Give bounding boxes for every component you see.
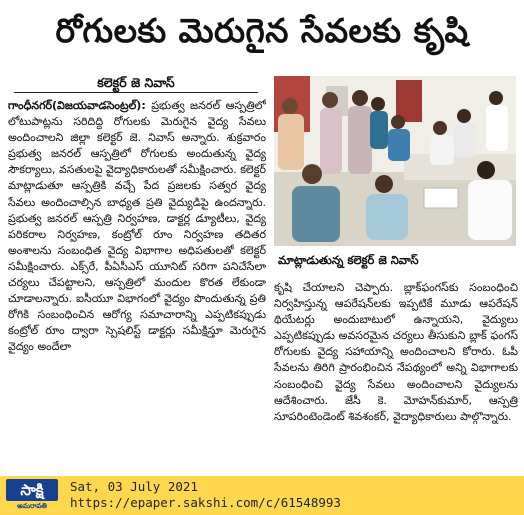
byline-text: కలెక్టర్ జె నివాస్ <box>97 75 175 90</box>
headline: రోగులకు మెరుగైన సేవలకు కృషి <box>55 11 469 50</box>
photo-caption: మాట్లాడుతున్న కలెక్టర్ జె నివాస్ <box>278 253 419 267</box>
right-body-text: కృషి చేయాలని చెప్పారు. బ్లాక్‌ఫంగస్‌కు సంబంధించి నిర్వహిస్తున్న ఆపరేషన్‌లకు ఇప్పటికే మూడు ఆపరేషన్ థియేటర్లు అందుబాటులో ఉన్నాయని, వైద్యులు ఎప్పటికప్పుడు అవసరమైన చర్యలు తీసుకుని బ్లాక్ ఫంగస్ రోగులకు వైద్య సహాయాన్ని అందించాలని కోరారు. ఓపీ సేవలను తిరిగి ప్రారంభించిన నేపథ్యంలో అన్ని విభాగాలకు సంబంధించి వైద్య సేవలు అందించాలని వైద్యులను ఆదేశించారు. జేసీ కె. మోహన్‌కుమార్, ఆస్పత్రి సూపరింటెండెంట్ శివశంకర్, వైద్యాధికారులు పాల్గొన్నారు. <box>274 281 518 423</box>
footer-bar <box>0 476 524 515</box>
byline <box>8 74 264 92</box>
dateline: గాంధీనగర్(విజయవాడసెంట్రల్): <box>8 99 146 112</box>
footer-meta <box>70 479 341 511</box>
left-body-text: ప్రభుత్వ జనరల్ ఆస్పత్రిలో లోటుపాట్లను సరిదిద్ది రోగులకు మెరుగైన వైద్య సేవలు అందించాలని జిల్లా కలెక్టర్ జె. నివాస్ అన్నారు. శుక్రవారం ప్రభుత్వ జనరల్ ఆస్పత్రిలో రోగులకు అందుతున్న వైద్య సౌకర్యాలు, వసతులపై వైద్యాధికారులతో సమీక్షించారు. కలెక్టర్ మాట్లాడుతూ ఆస్పత్రికి వచ్చే పేద ప్రజలకు సత్వర వైద్య సేవలు అందించాల్సిన బాధ్యత ప్రతి వైద్యుడిపై ఉందన్నారు. ప్రభుత్వ జనరల్ ఆస్పత్రి నిర్వహణ, డాక్టర్ల డ్యూటీలు, వైద్య పరికరాల నిర్వహణ, కంట్రోల్ రూం నిర్వహణ తదితర అంశాలను సంబంధిత వైద్య విభాగాల అధిపతులతో కలెక్టర్ సమీక్షించారు. ఎక్స్‌రే, పీఏసీఎస్ యూనిట్ సరిగా పనిచేసేలా చర్యలు చేపట్టాలని, ఆస్పత్రిలో మందుల కొరత లేకుండా చూడాలన్నారు. ఐసీయూ విభాగంలో వైద్యం పొందుతున్న ప్రతి రోగికి సంబంధించిన ఆరోగ్య సమాచారాన్ని ఎప్పటికప్పుడు కంట్రోల్ రూం ద్వారా స్పెషలిస్ట్ డాక్టర్లు సమీక్షిస్తూ మెరుగైన వైద్యం అందేలా <box>8 99 266 354</box>
photo-scene <box>274 76 516 246</box>
epaper-link[interactable]: https://epaper.sakshi.com/c/61548993 <box>70 495 341 510</box>
sakshi-logo[interactable] <box>6 479 58 511</box>
logo-wordmark: సాక్షి <box>6 479 58 501</box>
article-body-right <box>274 280 518 476</box>
article-body-left <box>8 98 266 476</box>
logo-subtext: అమరావతి <box>17 502 47 510</box>
article-photo <box>274 76 516 246</box>
publish-date: Sat, 03 July 2021 <box>70 479 198 494</box>
byline-rule <box>14 92 258 93</box>
